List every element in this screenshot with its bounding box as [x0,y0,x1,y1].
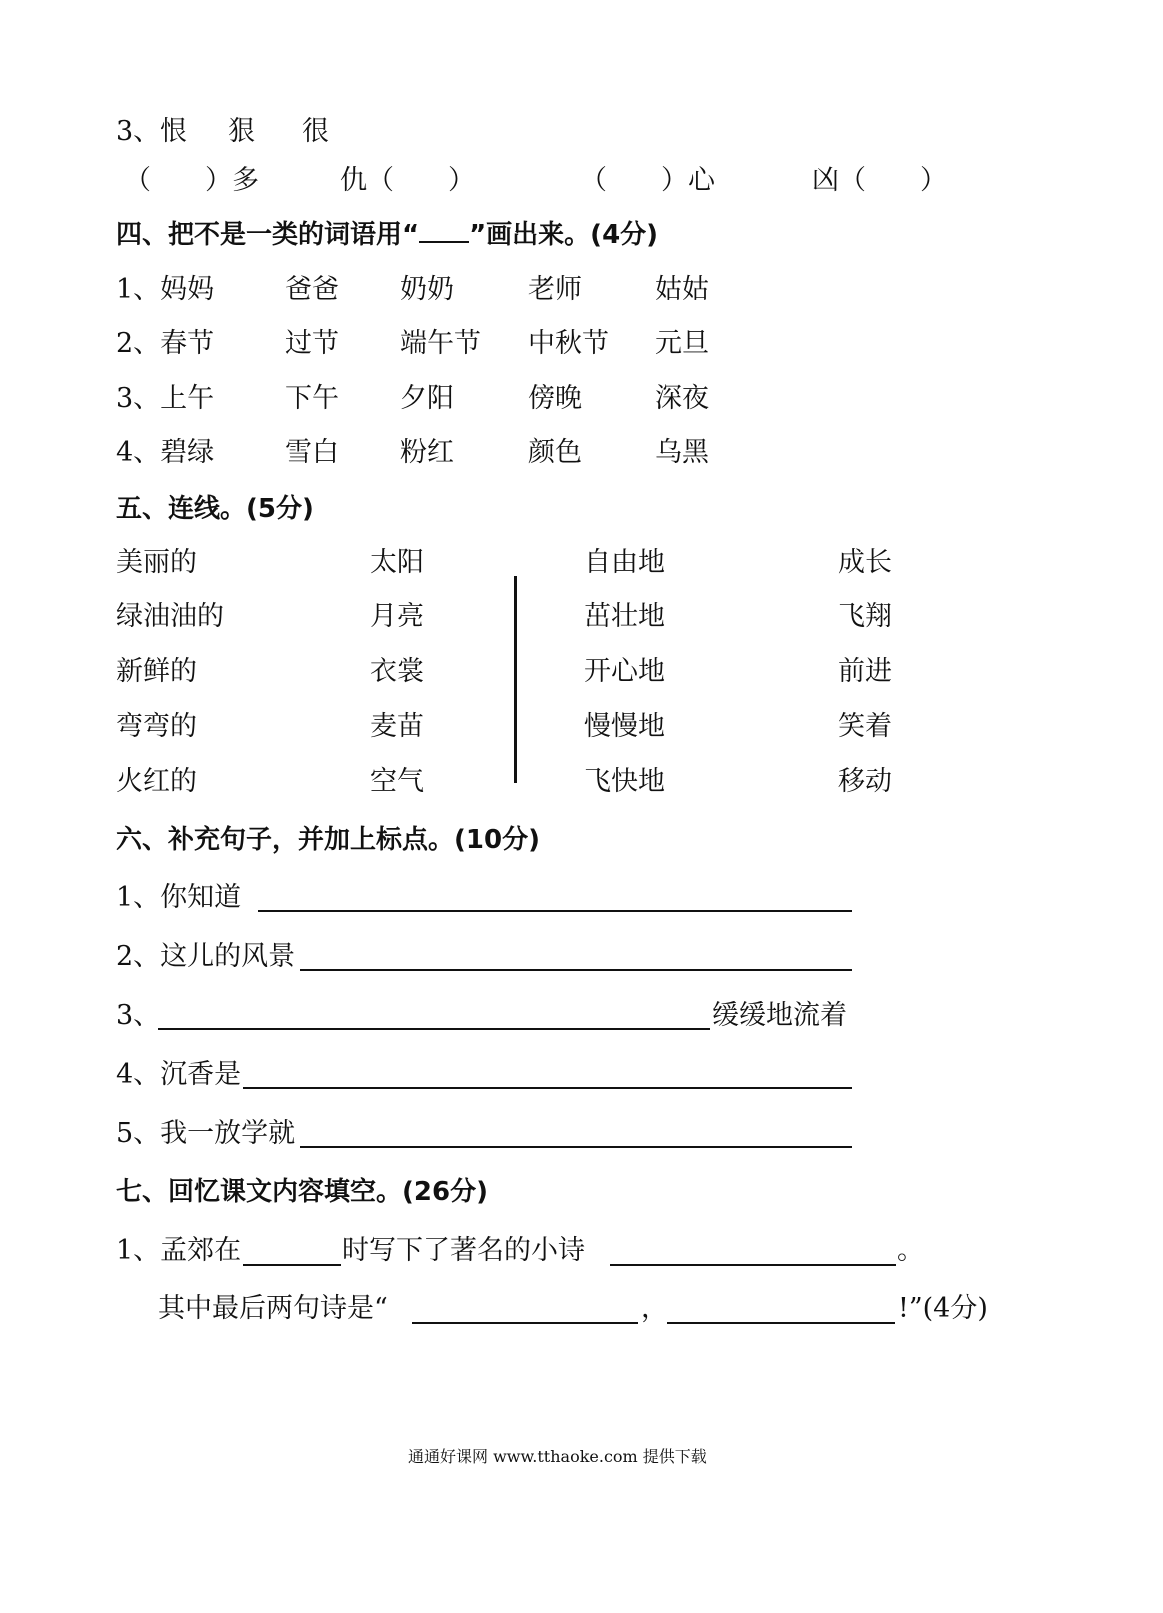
s6-item-1-blank[interactable] [258,910,852,912]
s4-r4-c5: 乌黑 [655,437,709,468]
s6-item-5: 5、我一放学就 [116,1118,296,1149]
s5-r4-d: 笑着 [838,711,892,742]
s5-r3-a: 新鲜的 [116,656,197,687]
s6-item-2: 2、这儿的风景 [116,941,296,972]
q3-char-2: 狠 [228,116,255,147]
s4-r2-c2: 过节 [285,328,339,359]
s5-r4-c: 慢慢地 [584,711,665,742]
s4-r1-c1: 1、妈妈 [116,274,215,305]
sample-underline [419,221,469,243]
s7-line2-end: !”(4分) [898,1293,988,1324]
s5-r1-b: 太阳 [370,547,424,578]
s5-r5-c: 飞快地 [584,766,665,797]
s5-r4-a: 弯弯的 [116,711,197,742]
s7-line1-end: 。 [897,1235,924,1266]
s5-r3-b: 衣裳 [370,656,424,687]
s7-line1-middle: 时写下了著名的小诗 [342,1235,585,1266]
s5-r1-d: 成长 [838,547,892,578]
s7-line2-comma: ， [641,1293,668,1324]
s7-line1-blank-2[interactable] [610,1264,896,1266]
s5-r5-d: 移动 [838,766,892,797]
s7-line2-prefix: 其中最后两句诗是“ [158,1293,388,1324]
section-6-title: 六、补充句子，并加上标点。(10分) [116,825,540,855]
s4-r4-c1: 4、碧绿 [116,437,215,468]
s5-r2-c: 茁壮地 [584,601,665,632]
s5-r3-c: 开心地 [584,656,665,687]
s6-item-4: 4、沉香是 [116,1059,242,1090]
s4-r3-c1: 3、上午 [116,383,215,414]
s5-r5-a: 火红的 [116,766,197,797]
s4-r2-c5: 元旦 [655,328,709,359]
q3-blank-4: 凶（ ） [812,165,947,196]
s5-r2-a: 绿油油的 [116,601,224,632]
s5-r2-b: 月亮 [370,601,424,632]
s6-item-5-blank[interactable] [300,1146,852,1148]
s6-item-1: 1、你知道 [116,882,242,913]
footer-text: 通通好课网 www.tthaoke.com 提供下载 [408,1447,707,1466]
q3-char-1: 恨 [160,116,187,147]
s7-line2-blank-1[interactable] [412,1322,638,1324]
q3-char-3: 很 [302,116,329,147]
q3-blank-3: （ ）心 [580,165,715,196]
section-4-title [116,219,658,251]
s4-r4-c4: 颜色 [528,437,582,468]
s4-r4-c3: 粉红 [400,437,454,468]
section-4-title-post: ”画出来。(4分) [469,220,659,250]
s4-r4-c2: 雪白 [285,437,339,468]
s4-r3-c3: 夕阳 [400,383,454,414]
s4-r3-c4: 傍晚 [528,383,582,414]
s7-line1-blank-1[interactable] [243,1264,341,1266]
s4-r1-c3: 奶奶 [400,274,454,305]
s4-r2-c1: 2、春节 [116,328,215,359]
s4-r1-c2: 爸爸 [285,274,339,305]
divider-line [514,576,517,783]
s7-line2-blank-2[interactable] [667,1322,895,1324]
s4-r2-c3: 端午节 [400,328,481,359]
s5-r4-b: 麦苗 [370,711,424,742]
s7-line1-prefix: 1、孟郊在 [116,1235,242,1266]
s4-r3-c2: 下午 [285,383,339,414]
s5-r3-d: 前进 [838,656,892,687]
s6-item-2-blank[interactable] [300,969,852,971]
s5-r2-d: 飞翔 [838,601,892,632]
s6-item-3-blank[interactable] [158,1028,710,1030]
s6-item-4-blank[interactable] [243,1087,852,1089]
s4-r2-c4: 中秋节 [528,328,609,359]
section-4-title-pre: 四、把不是一类的词语用“ [116,220,420,250]
s6-item-3-suffix: 缓缓地流着 [712,1000,847,1031]
s4-r1-c4: 老师 [528,274,582,305]
section-7-title: 七、回忆课文内容填空。(26分) [116,1177,488,1207]
q3-blank-1: （ ）多 [124,165,259,196]
section-5-title: 五、连线。(5分) [116,494,314,524]
q3-blank-2: 仇（ ） [340,165,475,196]
s5-r1-c: 自由地 [584,547,665,578]
s4-r3-c5: 深夜 [655,383,709,414]
s5-r1-a: 美丽的 [116,547,197,578]
s5-r5-b: 空气 [370,766,424,797]
s4-r1-c5: 姑姑 [655,274,709,305]
q3-number: 3、 [116,116,161,147]
s6-item-3-prefix: 3、 [116,1000,161,1031]
